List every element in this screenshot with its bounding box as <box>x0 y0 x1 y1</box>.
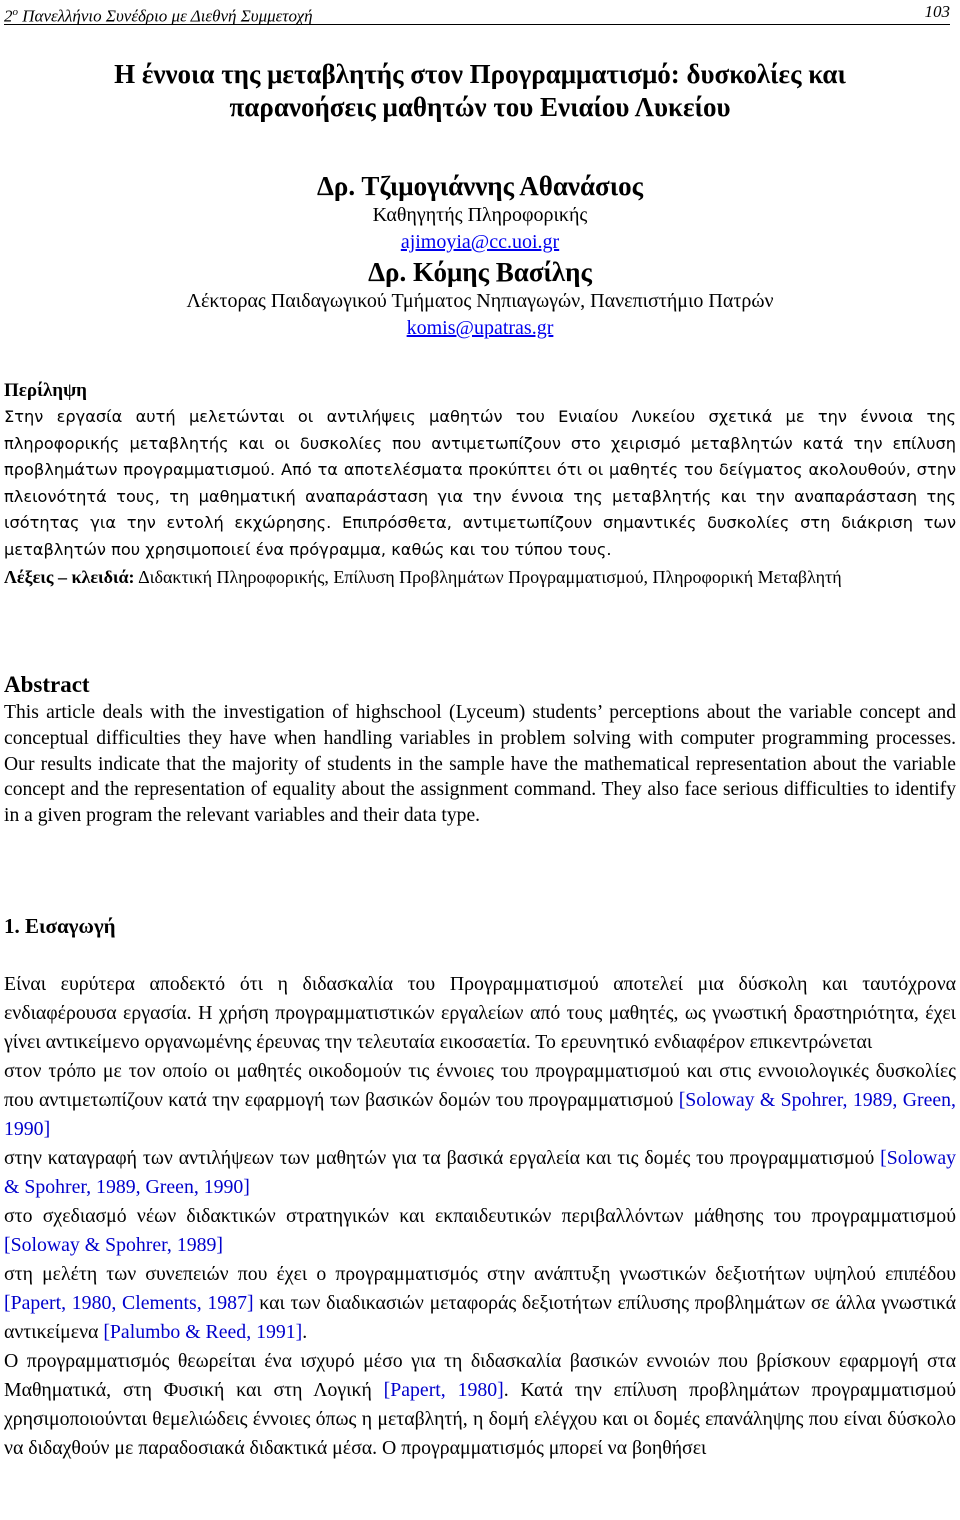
intro-paragraph: Ο προγραμματισμός θεωρείται ένα ισχυρό μέσο για τη διδασκαλία βασικών εννοιών που βρίσκουν εφαρμογή στα Μαθηματικά, στη Φυσική και στη Λογική [Papert, 1980]. Κατά την επίλυση προβλημάτων προγραμματισμού χρησιμοποιούνται θεμελιώδεις έννοιες όπως η μεταβλητή, η δομή ελέγχου και οι δομές επανάληψης που είναι δύσκολο να διδαχθούν με παραδοσιακά διδακτικά μέσα. Ο προγραμματισμός μπορεί να βοηθήσει <box>4 1350 956 1459</box>
author-position-2: Λέκτορας Παιδαγωγικού Τμήματος Νηπιαγωγών, Πανεπιστήμιο Πατρών <box>186 290 774 312</box>
running-header <box>4 2 950 25</box>
citation: [Soloway & Spohrer, 1989, Green, 1990] <box>4 1089 957 1140</box>
citation: [Soloway & Spohrer, 1989] <box>4 1234 223 1256</box>
keywords-label: Λέξεις – κλειδιά: <box>4 566 135 587</box>
english-abstract-heading: Abstract <box>4 672 90 697</box>
author-block <box>0 170 960 342</box>
intro-item: στην καταγραφή των αντιλήψεων των μαθητών για τα βασικά εργαλεία και τις δομές του προγραμματισμού [Soloway & Spohrer, 1989, Green, 1990] <box>4 1147 956 1198</box>
paper-title <box>0 58 960 124</box>
intro-paragraph: Είναι ευρύτερα αποδεκτό ότι η διδασκαλία του Προγραμματισμού αποτελεί μια δύσκολη και ταυτόχρονα ενδιαφέρουσα εργασία. Η χρήση προγραμματιστικών εργαλείων από τους μαθητές, ως γνωστική δραστηριότητα, έχει γίνει αντικείμενο οργανωμένης έρευνας την τελευταία εικοσαετία. Το ερευνητικό ενδιαφέρον επικεντρώνεται <box>4 973 956 1053</box>
greek-abstract <box>4 378 956 591</box>
intro-item: στον τρόπο με τον οποίο οι μαθητές οικοδομούν τις έννοιες του προγραμματισμού και στις εννοιολογικές δυσκολίες που αντιμετωπίζουν κατά την εφαρμογή των βασικών δομών του προγραμματισμού [Soloway & Spohrer, 1989, Green, 1990] <box>4 1060 957 1140</box>
citation: [Papert, 1980] <box>383 1379 504 1401</box>
author-name-2: Δρ. Κόμης Βασίλης <box>368 257 592 287</box>
intro-item: στη μελέτη των συνεπειών που έχει ο προγραμματισμός στην ανάπτυξη γνωστικών δεξιοτήτων υψηλού επιπέδου [Papert, 1980, Clements, 1987] και των διαδικασιών μεταφοράς δεξιοτήτων επίλυσης προβλημάτων σε άλλα γνωστικά αντικείμενα [Palumbo & Reed, 1991]. <box>4 1263 956 1343</box>
author-position-1: Καθηγητής Πληροφορικής <box>372 204 588 226</box>
citation: [Papert, 1980, Clements, 1987] <box>4 1292 254 1314</box>
english-abstract-text: This article deals with the investigation of highschool (Lyceum) students’ perceptions about the variable concept and conceptual difficulties they have when handling variables in problem solving with computer programming processes. Our results indicate that the majority of students in the sample have the mathematical representation about the variable concept and the representation of equality about the assignment command. They also face serious difficulties to identify in a given program the relevant variables and their data type. <box>4 702 956 827</box>
page-number: 103 <box>924 2 950 21</box>
author-email-2[interactable]: komis@upatras.gr <box>406 317 554 339</box>
citation: [Palumbo & Reed, 1991] <box>103 1321 303 1343</box>
conference-name: $2^o$ Πανελλήνιο Συνέδριο με Διεθνή Συμμετοχή <box>4 6 313 26</box>
author-email-1[interactable]: ajimoyia@cc.uoi.gr <box>400 231 560 253</box>
greek-abstract-heading: Περίληψη <box>4 380 87 401</box>
introduction-section <box>4 912 956 1463</box>
citation: [Soloway & Spohrer, 1989, Green, 1990] <box>4 1147 956 1198</box>
keywords-list: Διδακτική Πληροφορικής, Επίλυση Προβλημάτων Προγραμματισμού, Πληροφορική Μεταβλητή <box>134 566 842 587</box>
greek-abstract-text: Στην εργασία αυτή μελετώνται οι αντιλήψεις μαθητών του Ενιαίου Λυκείου σχετικά με την έννοια της πληροφορικής μεταβλητής και οι δυσκολίες που αντιμετωπίζουν στο χειρισμό μεταβλητών κατά την επίλυση προβλημάτων προγραμματισμού. Από τα αποτελέσματα προκύπτει ότι οι μαθητές του δείγματος ακολουθούν, στην πλειονότητά τους, τη μαθηματική αναπαράσταση για την έννοια της μεταβλητής και την αναπαράσταση της ισότητας για την εντολή εκχώρησης. Επιπρόσθετα, αντιμετωπίζουν σημαντικές δυσκολίες στη διάκριση των μεταβλητών που χρησιμοποιεί ένα πρόγραμμα, καθώς και του τύπου τους. <box>4 407 956 559</box>
title-line-1: Η έννοια της μεταβλητής στον Προγραμματισμό: δυσκολίες και <box>114 59 846 89</box>
author-name-1: Δρ. Τζιμογιάννης Αθανάσιος <box>316 171 643 201</box>
keywords <box>4 564 956 591</box>
english-abstract <box>4 670 956 829</box>
intro-item: στο σχεδιασμό νέων διδακτικών στρατηγικών και εκπαιδευτικών περιβαλλόντων μάθησης του προγραμματισμού [Soloway & Spohrer, 1989] <box>4 1205 956 1256</box>
intro-heading: 1. Εισαγωγή <box>4 914 116 938</box>
title-line-2: παρανοήσεις μαθητών του Ενιαίου Λυκείου <box>229 92 731 122</box>
